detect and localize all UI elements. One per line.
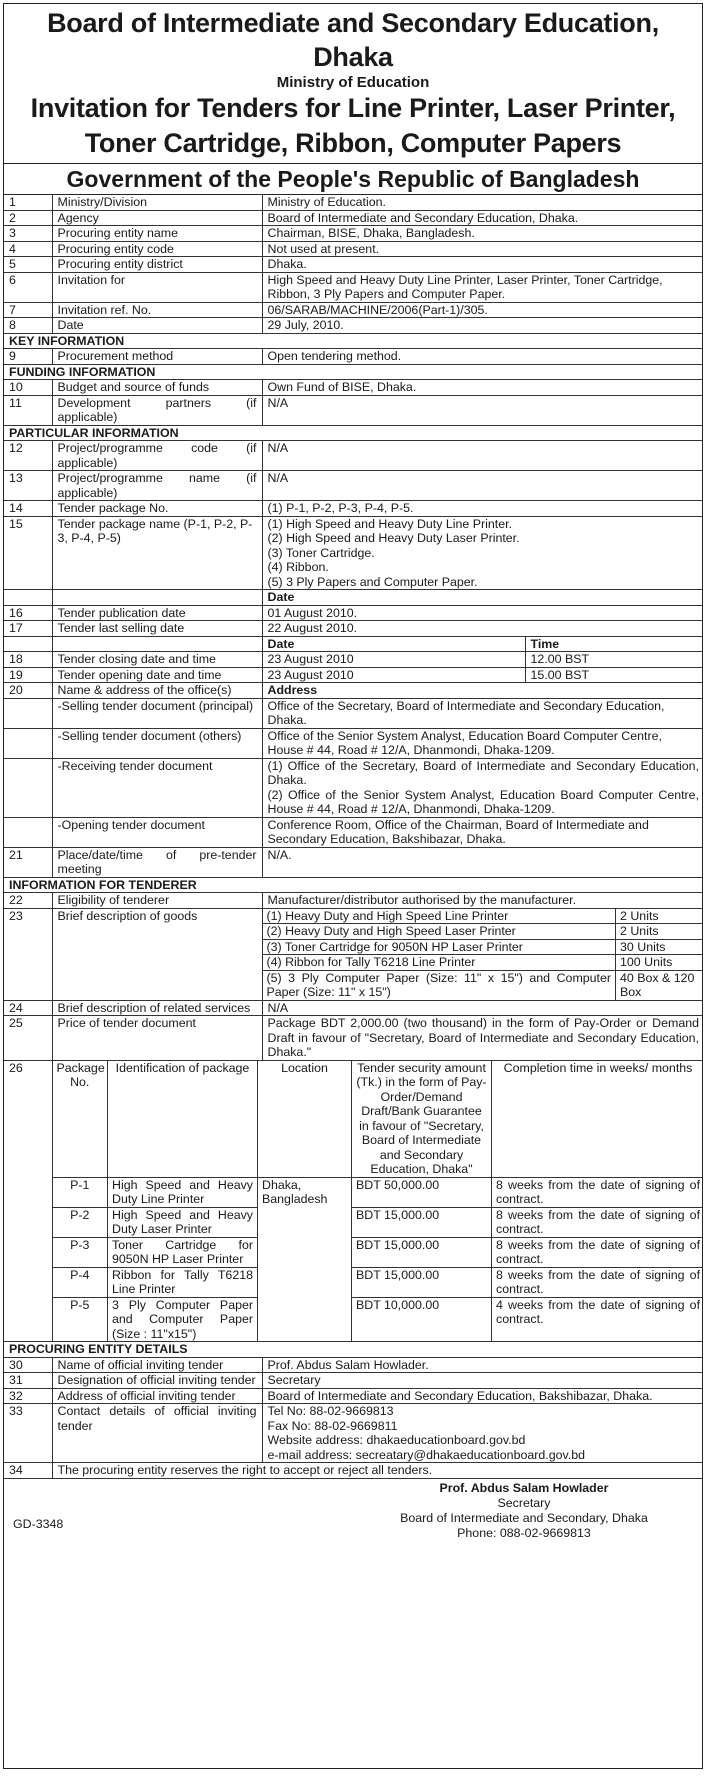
goods-item: [263, 970, 704, 1000]
goods-row: [4, 908, 703, 1000]
table-cell: [4, 698, 52, 728]
package-row: [53, 1297, 704, 1341]
table-cell: KEY INFORMATION: [4, 333, 703, 349]
table-cell: 11: [4, 395, 52, 425]
table-cell: Development partners (if applicable): [52, 395, 262, 425]
table-cell: (2) Heavy Duty and High Speed Laser Printer: [263, 924, 616, 940]
table-cell: 30 Units: [616, 939, 703, 955]
table-cell: Price of tender document: [52, 1016, 262, 1061]
table-cell: Tender opening date and time: [52, 667, 262, 683]
table-cell: -Receiving tender document: [52, 758, 262, 817]
table-cell: BDT 15,000.00: [352, 1267, 492, 1297]
table-cell: BDT 15,000.00: [352, 1207, 492, 1237]
table-cell: 8 weeks from the date of signing of contract.: [492, 1267, 704, 1297]
section-heading: [4, 364, 703, 380]
table-cell: 4 weeks from the date of signing of contract.: [496, 1297, 701, 1326]
package-row: [53, 1177, 704, 1207]
table-cell: P-3: [53, 1237, 108, 1267]
table-cell: Procuring entity name: [52, 226, 262, 242]
table-cell: Agency: [52, 210, 262, 226]
signatory-org: Board of Intermediate and Secondary, Dhaka: [400, 1510, 648, 1525]
notice-header: [4, 6, 702, 195]
signatory-name: Prof. Abdus Salam Howlader: [439, 1480, 609, 1495]
table-cell: Ribbon for Tally T6218 Line Printer: [108, 1267, 258, 1297]
table-cell: Office of the Secretary, Board of Intermediate and Secondary Education, Dhaka.: [262, 698, 703, 728]
table-cell: Manufacturer/distributor authorised by the manufacturer.: [262, 893, 703, 909]
table-row: [4, 318, 703, 334]
table-cell: 15: [4, 516, 52, 590]
table-cell: Tender package name (P-1, P-2, P-3, P-4, P-5): [52, 516, 262, 590]
table-cell: Procuring entity district: [52, 257, 262, 273]
table-cell: Board of Intermediate and Secondary Education, Dhaka.: [262, 210, 703, 226]
table-row: [4, 683, 703, 699]
text-line: Fax No: 88-02-9669811: [267, 1418, 398, 1433]
table-cell: BDT 15,000.00: [352, 1237, 492, 1267]
section-heading: [4, 1342, 703, 1358]
table-cell: Brief description of related services: [52, 1000, 262, 1016]
table-cell: 4: [4, 241, 52, 257]
table-cell: 100 Units: [616, 955, 703, 971]
table-cell: High Speed and Heavy Duty Laser Printer: [108, 1207, 258, 1237]
text-line: (3) Toner Cartridge.: [267, 545, 375, 560]
signature-block: [374, 1481, 674, 1541]
table-cell: Tender publication date: [52, 605, 262, 621]
table-cell: Ministry/Division: [52, 195, 262, 210]
table-cell: Location: [258, 1061, 352, 1178]
table-cell: Project/programme code (if applicable): [52, 441, 262, 471]
table-cell: 6: [4, 272, 52, 302]
table-cell: Invitation for: [52, 272, 262, 302]
table-cell: INFORMATION FOR TENDERER: [4, 877, 703, 893]
package-table-row: [4, 1060, 703, 1342]
table-cell: Address: [262, 683, 703, 699]
table-cell: 22: [4, 893, 52, 909]
table-cell: [262, 908, 703, 1000]
table-cell: 9: [4, 349, 52, 365]
table-cell: 06/SARAB/MACHINE/2006(Part-1)/305.: [262, 302, 703, 318]
table-cell: Identification of package: [108, 1061, 258, 1178]
table-row: [4, 758, 703, 817]
goods-item: [263, 939, 704, 955]
table-cell: Date: [262, 590, 703, 606]
table-row: [4, 1463, 703, 1479]
table-cell: Tender package No.: [52, 501, 262, 517]
table-row: [4, 441, 703, 471]
table-cell: 5: [4, 257, 52, 273]
table-cell: [4, 590, 52, 606]
table-row: [4, 1357, 703, 1373]
table-cell: PROCURING ENTITY DETAILS: [4, 1342, 703, 1358]
table-row: [4, 621, 703, 637]
invitation-title-line1: Invitation for Tenders for Line Printer, Laser Printer,: [30, 93, 676, 123]
table-cell: Chairman, BISE, Dhaka, Bangladesh.: [262, 226, 703, 242]
package-row: [53, 1207, 704, 1237]
table-cell: 19: [4, 667, 52, 683]
table-cell: Procurement method: [52, 349, 262, 365]
text-line: Website address: dhakaeducationboard.gov.bd: [267, 1433, 526, 1447]
table-cell: Designation of official inviting tender: [52, 1373, 262, 1389]
table-cell: Package No.: [53, 1061, 108, 1178]
table-cell: 1: [4, 195, 52, 210]
table-cell: 21: [4, 847, 52, 877]
notice-footer: [4, 1479, 702, 1557]
table-cell: 3 Ply Computer Paper and Computer Paper (Size : 11"x15"): [108, 1297, 258, 1341]
table-cell: Procuring entity code: [52, 241, 262, 257]
table-cell: (1) P-1, P-2, P-3, P-4, P-5.: [262, 501, 703, 517]
table-cell: 23: [4, 908, 52, 1000]
table-row: [4, 241, 703, 257]
table-cell: Not used at present.: [262, 241, 703, 257]
tender-notice: [3, 3, 703, 1769]
text-line: e-mail address: secreatary@dhakaeducationboard.gov.bd: [267, 1447, 585, 1462]
table-cell: 24: [4, 1000, 52, 1016]
table-cell: 2 Units: [616, 924, 703, 940]
section-heading: [4, 333, 703, 349]
table-cell: Budget and source of funds: [52, 380, 262, 396]
table-row: [4, 226, 703, 242]
table-cell: P-1: [53, 1177, 108, 1207]
table-cell: P-2: [53, 1207, 108, 1237]
table-row: [4, 257, 703, 273]
table-cell: 8 weeks from the date of signing of contract.: [492, 1177, 704, 1207]
signatory-title: Secretary: [497, 1495, 551, 1510]
goods-table: [263, 909, 704, 1000]
table-cell: 2 Units: [616, 909, 703, 924]
goods-item: [263, 909, 704, 924]
table-cell: N/A: [262, 471, 703, 501]
table-row: [4, 817, 703, 847]
table-cell: Time: [525, 636, 703, 652]
table-row: [4, 210, 703, 226]
table-cell: Eligibility of tenderer: [52, 893, 262, 909]
signatory-phone: Phone: 088-02-9669813: [457, 1525, 591, 1540]
table-cell: N/A.: [262, 847, 703, 877]
section-heading: [4, 425, 703, 441]
table-cell: 26: [4, 1060, 52, 1342]
table-row: [4, 1000, 703, 1016]
table-cell: Completion time in weeks/ months: [492, 1061, 704, 1178]
table-cell: N/A: [262, 1000, 703, 1016]
table-cell: [262, 516, 703, 590]
text-line: (1) Office of the Secretary, Board of Intermediate and Secondary Education, Dhaka.: [267, 758, 700, 787]
table-cell: (1) Heavy Duty and High Speed Line Printer: [263, 909, 616, 924]
table-cell: (4) Ribbon for Tally T6218 Line Printer: [263, 955, 616, 971]
table-cell: Date: [262, 636, 525, 652]
table-cell: 23 August 2010: [262, 667, 525, 683]
table-cell: Toner Cartridge for 9050N HP Laser Printer: [108, 1237, 258, 1267]
sub-header-row: [4, 590, 703, 606]
table-cell: Conference Room, Office of the Chairman, Board of Intermediate and Secondary Education, Bakshibazar, Dhaka.: [262, 817, 703, 847]
table-cell: Name of official inviting tender: [52, 1357, 262, 1373]
package-row: [53, 1237, 704, 1267]
sub-header-row: [4, 636, 703, 652]
package-table: [53, 1061, 704, 1342]
tender-details-table: [4, 195, 703, 1479]
table-cell: Open tendering method.: [262, 349, 703, 365]
table-row: [4, 302, 703, 318]
package-row: [53, 1267, 704, 1297]
table-cell: 25: [4, 1016, 52, 1061]
table-cell: -Opening tender document: [52, 817, 262, 847]
table-cell: Tender last selling date: [52, 621, 262, 637]
table-cell: 7: [4, 302, 52, 318]
text-line: (5) 3 Ply Papers and Computer Paper.: [267, 574, 478, 589]
table-row: [4, 728, 703, 758]
table-cell: [262, 1404, 703, 1463]
table-row: [4, 1373, 703, 1389]
table-cell: 34: [4, 1463, 52, 1479]
table-row: [4, 272, 703, 302]
text-line: (4) Ribbon.: [267, 560, 329, 574]
package-header: [53, 1061, 704, 1178]
table-cell: 16: [4, 605, 52, 621]
table-cell: 15.00 BST: [525, 667, 703, 683]
table-row: [4, 349, 703, 365]
table-cell: 8 weeks from the date of signing of contract.: [492, 1207, 704, 1237]
goods-item: [263, 924, 704, 940]
table-cell: The procuring entity reserves the right to accept or reject all tenders.: [52, 1463, 703, 1479]
table-cell: BDT 50,000.00: [352, 1177, 492, 1207]
table-row: [4, 1016, 703, 1061]
table-cell: 18: [4, 652, 52, 668]
table-cell: Own Fund of BISE, Dhaka.: [262, 380, 703, 396]
table-cell: N/A: [262, 441, 703, 471]
ministry-name: Ministry of Education: [276, 74, 430, 91]
table-cell: Place/date/time of pre-tender meeting: [52, 847, 262, 877]
table-cell: Invitation ref. No.: [52, 302, 262, 318]
table-cell: Office of the Senior System Analyst, Education Board Computer Centre, House # 44, Road # 12/A, Dhanmondi, Dhaka-1209.: [262, 728, 703, 758]
table-cell: 29 July, 2010.: [262, 318, 703, 334]
table-row: [4, 698, 703, 728]
table-cell: 2: [4, 210, 52, 226]
table-row: [4, 1404, 703, 1463]
text-line: (2) High Speed and Heavy Duty Laser Printer.: [267, 531, 520, 545]
table-cell: BDT 10,000.00: [352, 1297, 492, 1341]
table-cell: Brief description of goods: [52, 908, 262, 1000]
table-cell: Tender security amount (Tk.) in the form of Pay-Order/Demand Draft/Bank Guarantee in favour of "Secretary, Board of Intermediate and Secondary Education, Dhaka": [352, 1061, 492, 1178]
table-cell: 31: [4, 1373, 52, 1389]
text-line: (2) Office of the Senior System Analyst, Education Board Computer Centre, House # 44, Road # 12/A, Dhanmondi, Dhaka-1209.: [267, 787, 700, 816]
table-cell: 33: [4, 1404, 52, 1463]
table-cell: -Selling tender document (principal): [52, 698, 262, 728]
board-title: Board of Intermediate and Secondary Education, Dhaka: [47, 8, 659, 72]
table-cell: Tender closing date and time: [52, 652, 262, 668]
table-cell: 14: [4, 501, 52, 517]
table-cell: 32: [4, 1388, 52, 1404]
government-title: Government of the People's Republic of Bangladesh: [4, 163, 702, 195]
table-cell: FUNDING INFORMATION: [4, 364, 703, 380]
table-cell: 10: [4, 380, 52, 396]
table-row: [4, 195, 703, 210]
table-cell: Date: [52, 318, 262, 334]
section-heading: [4, 877, 703, 893]
table-cell: P-4: [53, 1267, 108, 1297]
table-cell: Name & address of the office(s): [52, 683, 262, 699]
table-cell: 12: [4, 441, 52, 471]
table-cell: [4, 817, 52, 847]
table-row: [4, 380, 703, 396]
table-cell: P-5: [53, 1297, 108, 1341]
text-line: Tel No: 88-02-9669813: [267, 1404, 394, 1418]
table-row: [4, 501, 703, 517]
text-line: (1) High Speed and Heavy Duty Line Printer.: [267, 516, 513, 531]
table-cell: [262, 758, 703, 817]
table-cell: Contact details of official inviting tender: [52, 1404, 262, 1463]
table-cell: (5) 3 Ply Computer Paper (Size: 11" x 15") and Computer Paper (Size: 11" x 15"): [266, 970, 612, 999]
table-cell: High Speed and Heavy Duty Line Printer, Laser Printer, Toner Cartridge, Ribbon, 3 Ply Papers and Computer Paper.: [262, 272, 703, 302]
table-cell: 30: [4, 1357, 52, 1373]
table-cell: [52, 590, 262, 606]
table-row: [4, 395, 703, 425]
table-cell: [52, 1060, 703, 1342]
table-cell: Secretary: [262, 1373, 703, 1389]
table-row: [4, 652, 703, 668]
table-cell: 3: [4, 226, 52, 242]
table-row: [4, 667, 703, 683]
table-row: [4, 471, 703, 501]
table-cell: Project/programme name (if applicable): [52, 471, 262, 501]
table-cell: 8: [4, 318, 52, 334]
table-cell: Address of official inviting tender: [52, 1388, 262, 1404]
table-cell: Board of Intermediate and Secondary Education, Bakshibazar, Dhaka.: [262, 1388, 703, 1404]
table-cell: Ministry of Education.: [262, 195, 703, 210]
table-cell: 17: [4, 621, 52, 637]
table-cell: Package BDT 2,000.00 (two thousand) in the form of Pay-Order or Demand Draft in favour of "Secretary, Board of Intermediate and Secondary Education, Dhaka.": [262, 1016, 703, 1061]
table-cell: -Selling tender document (others): [52, 728, 262, 758]
table-cell: PARTICULAR INFORMATION: [4, 425, 703, 441]
table-row: [4, 847, 703, 877]
table-row: [4, 893, 703, 909]
table-cell: Dhaka.: [262, 257, 703, 273]
table-row: [4, 516, 703, 590]
table-cell: 8 weeks from the date of signing of contract.: [492, 1237, 704, 1267]
table-cell: [52, 636, 262, 652]
table-cell: 13: [4, 471, 52, 501]
table-cell: 40 Box & 120 Box: [616, 970, 703, 1000]
table-cell: [4, 636, 52, 652]
table-row: [4, 605, 703, 621]
table-cell: [4, 758, 52, 817]
table-cell: 01 August 2010.: [262, 605, 703, 621]
goods-item: [263, 955, 704, 971]
table-cell: (3) Toner Cartridge for 9050N HP Laser Printer: [263, 939, 616, 955]
table-cell: 23 August 2010: [262, 652, 525, 668]
table-row: [4, 1388, 703, 1404]
table-cell: N/A: [262, 395, 703, 425]
table-cell: High Speed and Heavy Duty Line Printer: [108, 1177, 258, 1207]
invitation-title-line2: Toner Cartridge, Ribbon, Computer Papers: [84, 128, 622, 158]
table-cell: 22 August 2010.: [262, 621, 703, 637]
table-cell: Prof. Abdus Salam Howlader.: [262, 1357, 703, 1373]
notice-code: GD-3348: [13, 1516, 64, 1531]
table-cell: [4, 728, 52, 758]
table-cell: 20: [4, 683, 52, 699]
table-cell: 12.00 BST: [525, 652, 703, 668]
table-cell: Dhaka, Bangladesh: [258, 1177, 352, 1341]
